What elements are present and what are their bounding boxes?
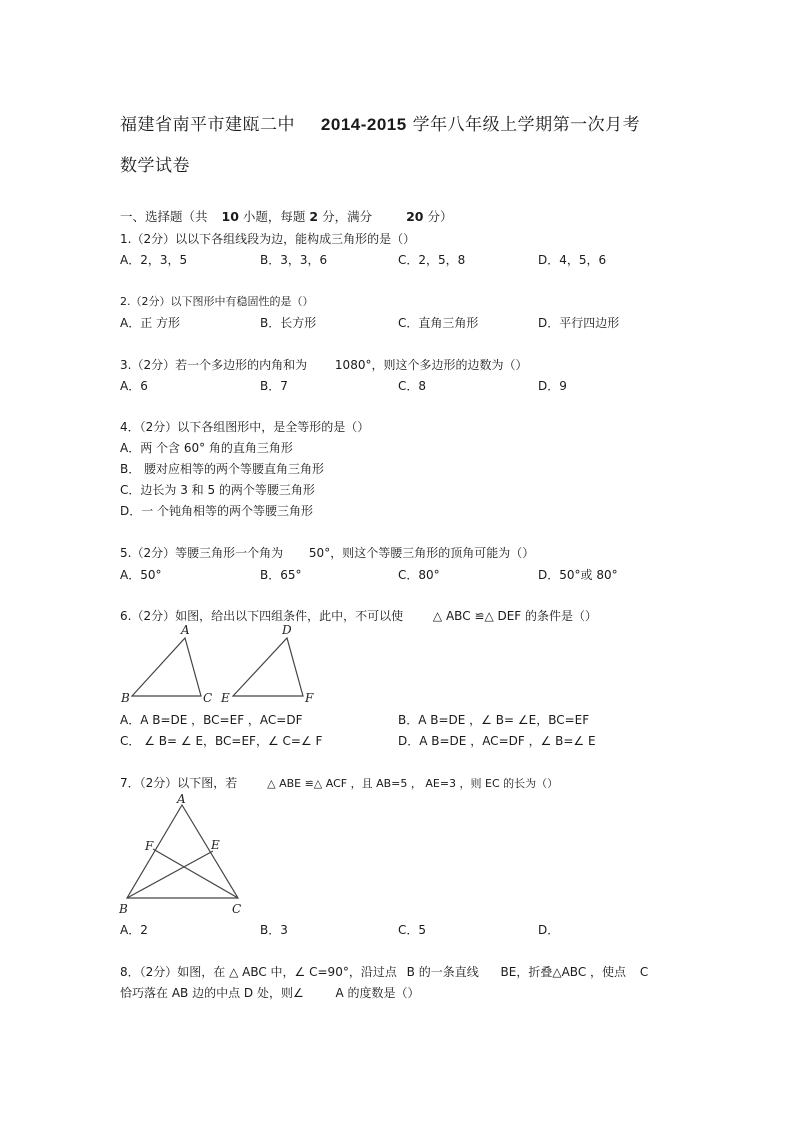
triangle-abc — [132, 638, 201, 696]
question-8-line-1 — [120, 963, 648, 980]
question-3-option-d: D．9 — [538, 379, 567, 393]
triangle-def — [233, 638, 303, 696]
question-1-option-a: A．2，3，5 — [120, 253, 188, 267]
question-6-option-c: C． ∠ B= ∠ E，BC=EF，∠ C=∠ F — [120, 734, 323, 748]
page-title — [120, 110, 640, 135]
question-5-stem-b: 50°，则这个等腰三角形的顶角可能为（） — [308, 546, 535, 560]
question-5-option-c: C．80° — [398, 568, 440, 582]
question-3-stem — [120, 356, 527, 373]
question-8-line-1-b: B 的一条直线 — [406, 965, 479, 979]
question-1-option-c: C．2，5，8 — [398, 253, 466, 267]
section-total: 20 — [406, 209, 424, 224]
section-count: 10 — [221, 209, 239, 224]
question-5-stem-a: 5.（2分）等腰三角形一个角为 — [120, 546, 284, 560]
question-5-option-d: D．50°或 80° — [538, 568, 618, 582]
question-4-option-c: C．边长为 3 和 5 的两个等腰三角形 — [120, 483, 315, 497]
segment-bf-to-e — [127, 851, 213, 898]
question-3-option-c: C．8 — [398, 379, 427, 393]
question-6-stem-a: 6.（2分）如图，给出以下四组条件，此中，不可以使 — [120, 609, 404, 623]
section-heading-c: 分，满分 — [322, 209, 373, 224]
question-5-stem — [120, 544, 534, 561]
section-heading — [120, 207, 452, 225]
question-8-line-1-d: C — [639, 965, 649, 979]
question-1-stem: 1.（2分）以以下各组线段为边，能构成三角形的是（） — [120, 232, 416, 246]
question-8-line-2 — [120, 984, 420, 1001]
label-b: B — [121, 691, 130, 705]
question-8-line-2-b: A 的度数是（） — [335, 986, 420, 1000]
label-f: F — [145, 839, 154, 853]
question-8-line-2-a: 恰巧落在 AB 边的中点 D 处，则∠ — [120, 986, 304, 1000]
label-a: A — [177, 792, 186, 806]
question-3-option-b: B．7 — [260, 379, 288, 393]
question-5-option-a: A．50° — [120, 568, 162, 582]
question-7-option-a: A．2 — [120, 923, 148, 937]
question-4-option-b: B． 腰对应相等的两个等腰直角三角形 — [120, 462, 325, 476]
title-year: 2014-2015 — [320, 115, 407, 134]
question-2-option-c: C．直角三角形 — [398, 316, 479, 330]
question-2-option-a: A．正 方形 — [120, 316, 181, 330]
question-6-stem-b: △ ABC ≌△ DEF 的条件是（） — [432, 609, 598, 623]
triangle-abc — [127, 805, 238, 898]
question-5-option-b: B．65° — [260, 568, 302, 582]
label-c: C — [203, 691, 213, 705]
label-e: E — [221, 691, 230, 705]
question-3-stem-a: 3.（2分）若一个多边形的内角和为 — [120, 358, 308, 372]
question-7-option-b: B．3 — [260, 923, 288, 937]
section-heading-d: 分） — [427, 209, 453, 224]
label-a: A — [181, 623, 190, 637]
question-7-option-d: D． — [538, 923, 560, 937]
question-8-line-1-c: BE，折叠△ABC ，使点 — [500, 965, 627, 979]
title-subject: 数学试卷 — [120, 156, 190, 176]
section-each: 2 — [309, 209, 319, 224]
question-7-figure — [115, 792, 255, 918]
question-6-option-a: A．A B=DE ，BC=EF ，AC=DF — [120, 713, 303, 727]
question-3-stem-b: 1080°，则这个多边形的边数为（） — [334, 358, 528, 372]
label-c: C — [232, 902, 242, 916]
title-rest: 学年八年级上学期第一次月考 — [412, 115, 641, 135]
label-f: F — [305, 691, 314, 705]
question-7-stem-b: △ ABE ≌△ ACF ，且 AB=5 ， AE=3 ，则 EC 的长为（） — [267, 777, 559, 790]
question-7-stem-a: 7．（2分）以下图，若 — [120, 776, 238, 790]
question-4-option-a: A．两 个含 60° 角的直角三角形 — [120, 441, 293, 455]
question-3-option-a: A．6 — [120, 379, 148, 393]
section-heading-b: 小题，每题 — [242, 209, 306, 224]
question-6-figure — [115, 620, 335, 710]
question-7-stem — [120, 774, 558, 791]
question-6-option-d: D．A B=DE ，AC=DF ，∠ B=∠ E — [398, 734, 596, 748]
question-7-option-c: C．5 — [398, 923, 427, 937]
question-2-option-d: D．平行四边形 — [538, 316, 620, 330]
question-1-option-b: B．3，3，6 — [260, 253, 328, 267]
segment-cf — [153, 849, 238, 898]
label-e: E — [211, 838, 220, 852]
question-2-option-b: B．长方形 — [260, 316, 317, 330]
section-heading-a: 一、选择题（共 — [120, 209, 208, 224]
question-6-option-b: B．A B=DE ，∠ B= ∠E，BC=EF — [398, 713, 590, 727]
question-8-line-1-a: 8．（2分）如图，在 △ ABC 中，∠ C=90°，沿过点 — [120, 965, 397, 979]
question-1-option-d: D．4，5，6 — [538, 253, 607, 267]
label-b: B — [119, 902, 128, 916]
label-d: D — [282, 623, 292, 637]
title-school: 福建省南平市建瓯二中 — [120, 115, 295, 135]
question-4-option-d: D．一 个钝角相等的两个等腰三角形 — [120, 504, 314, 518]
question-2-stem: 2.（2分）以下图形中有稳固性的是（） — [120, 295, 314, 308]
question-4-stem: 4．（2分）以下各组图形中，是全等形的是（） — [120, 420, 370, 434]
